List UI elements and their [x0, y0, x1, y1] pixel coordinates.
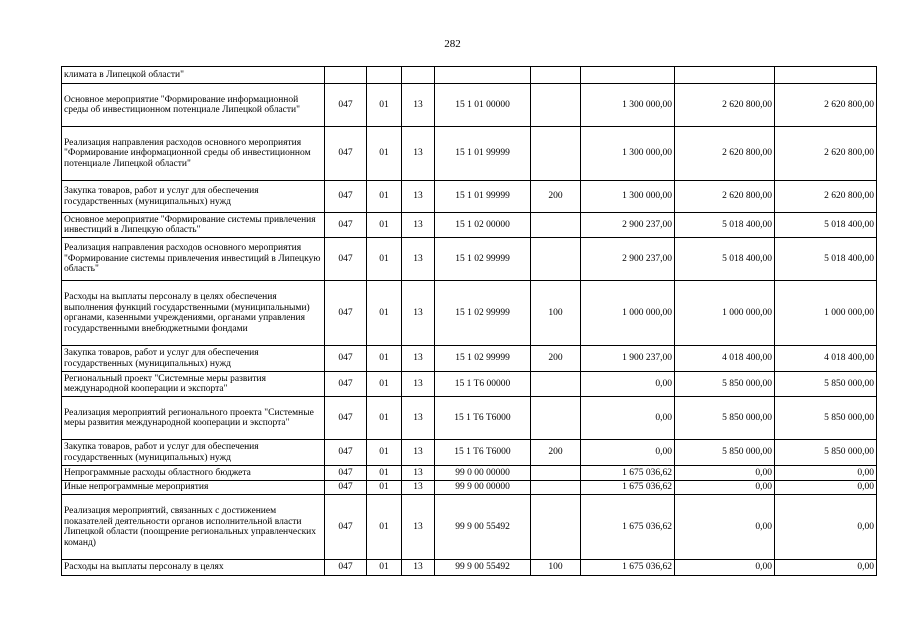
target-article-code: 15 1 01 99999	[435, 181, 531, 213]
amount-year-1: 0,00	[581, 440, 675, 466]
amount-year-2: 5 018 400,00	[675, 213, 775, 238]
row-name: Региональный проект "Системные меры развития международной кооперации и экспорта"	[62, 372, 325, 397]
subsection-code: 13	[402, 495, 435, 560]
section-code: 01	[367, 466, 402, 481]
subsection-code: 13	[402, 440, 435, 466]
section-code: 01	[367, 127, 402, 181]
row-name: Реализация мероприятий регионального проекта "Системные меры развития международной кооперации и экспорта"	[62, 397, 325, 440]
section-code: 01	[367, 84, 402, 127]
table-row	[62, 466, 877, 481]
amount-year-1: 1 675 036,62	[581, 495, 675, 560]
amount-year-1: 1 675 036,62	[581, 560, 675, 576]
table-row	[62, 67, 877, 84]
row-name: Непрограммные расходы областного бюджета	[62, 466, 325, 481]
ministry-code: 047	[325, 181, 367, 213]
amount-year-3	[775, 67, 877, 84]
amount-year-3: 0,00	[775, 495, 877, 560]
row-name: Закупка товаров, работ и услуг для обеспечения государственных (муниципальных) нужд	[62, 440, 325, 466]
expense-type-code: 200	[531, 440, 581, 466]
subsection-code: 13	[402, 560, 435, 576]
amount-year-1	[581, 67, 675, 84]
subsection-code: 13	[402, 238, 435, 281]
table-row	[62, 440, 877, 466]
ministry-code: 047	[325, 346, 367, 372]
subsection-code: 13	[402, 281, 435, 346]
subsection-code: 13	[402, 213, 435, 238]
row-name: климата в Липецкой области"	[62, 67, 325, 84]
table-row	[62, 481, 877, 495]
subsection-code: 13	[402, 346, 435, 372]
target-article-code: 15 1 02 99999	[435, 281, 531, 346]
target-article-code: 15 1 02 99999	[435, 346, 531, 372]
table-row	[62, 372, 877, 397]
amount-year-3: 2 620 800,00	[775, 127, 877, 181]
amount-year-3: 2 620 800,00	[775, 181, 877, 213]
subsection-code: 13	[402, 466, 435, 481]
subsection-code	[402, 67, 435, 84]
amount-year-2: 0,00	[675, 560, 775, 576]
target-article-code: 15 1 02 99999	[435, 238, 531, 281]
section-code	[367, 67, 402, 84]
amount-year-3: 5 850 000,00	[775, 372, 877, 397]
amount-year-3: 0,00	[775, 466, 877, 481]
ministry-code: 047	[325, 127, 367, 181]
subsection-code: 13	[402, 397, 435, 440]
amount-year-2: 4 018 400,00	[675, 346, 775, 372]
section-code: 01	[367, 397, 402, 440]
amount-year-2: 5 850 000,00	[675, 397, 775, 440]
row-name: Закупка товаров, работ и услуг для обеспечения государственных (муниципальных) нужд	[62, 346, 325, 372]
expense-type-code	[531, 495, 581, 560]
amount-year-3: 0,00	[775, 560, 877, 576]
amount-year-1: 1 300 000,00	[581, 181, 675, 213]
expense-type-code	[531, 213, 581, 238]
ministry-code: 047	[325, 213, 367, 238]
amount-year-1: 0,00	[581, 397, 675, 440]
amount-year-1: 1 300 000,00	[581, 84, 675, 127]
amount-year-2: 2 620 800,00	[675, 84, 775, 127]
table-row	[62, 238, 877, 281]
table-row	[62, 213, 877, 238]
amount-year-3: 1 000 000,00	[775, 281, 877, 346]
target-article-code: 99 9 00 55492	[435, 560, 531, 576]
expense-type-code: 200	[531, 181, 581, 213]
target-article-code: 99 9 00 00000	[435, 481, 531, 495]
target-article-code: 15 1 02 00000	[435, 213, 531, 238]
amount-year-1: 1 900 237,00	[581, 346, 675, 372]
expense-type-code	[531, 127, 581, 181]
section-code: 01	[367, 372, 402, 397]
subsection-code: 13	[402, 84, 435, 127]
target-article-code: 15 1 T6 00000	[435, 372, 531, 397]
table-row	[62, 127, 877, 181]
amount-year-2: 0,00	[675, 495, 775, 560]
amount-year-2: 5 018 400,00	[675, 238, 775, 281]
section-code: 01	[367, 238, 402, 281]
amount-year-3: 0,00	[775, 481, 877, 495]
section-code: 01	[367, 495, 402, 560]
amount-year-2	[675, 67, 775, 84]
expense-type-code	[531, 238, 581, 281]
section-code: 01	[367, 440, 402, 466]
section-code: 01	[367, 213, 402, 238]
ministry-code: 047	[325, 440, 367, 466]
row-name: Основное мероприятие "Формирование информационной среды об инвестиционном потенциале Липецкой области"	[62, 84, 325, 127]
table-row	[62, 560, 877, 576]
amount-year-2: 0,00	[675, 466, 775, 481]
ministry-code: 047	[325, 281, 367, 346]
target-article-code: 99 9 00 55492	[435, 495, 531, 560]
amount-year-1: 1 675 036,62	[581, 481, 675, 495]
ministry-code: 047	[325, 481, 367, 495]
expense-type-code	[531, 481, 581, 495]
amount-year-2: 5 850 000,00	[675, 440, 775, 466]
section-code: 01	[367, 560, 402, 576]
amount-year-3: 5 018 400,00	[775, 238, 877, 281]
expense-type-code: 200	[531, 346, 581, 372]
ministry-code	[325, 67, 367, 84]
subsection-code: 13	[402, 372, 435, 397]
amount-year-3: 5 018 400,00	[775, 213, 877, 238]
ministry-code: 047	[325, 397, 367, 440]
row-name: Расходы на выплаты персоналу в целях	[62, 560, 325, 576]
target-article-code: 15 1 T6 T6000	[435, 397, 531, 440]
ministry-code: 047	[325, 495, 367, 560]
budget-table	[61, 66, 877, 576]
amount-year-1: 2 900 237,00	[581, 238, 675, 281]
target-article-code: 99 0 00 00000	[435, 466, 531, 481]
expense-type-code: 100	[531, 281, 581, 346]
ministry-code: 047	[325, 560, 367, 576]
row-name: Закупка товаров, работ и услуг для обеспечения государственных (муниципальных) нужд	[62, 181, 325, 213]
ministry-code: 047	[325, 84, 367, 127]
expense-type-code	[531, 397, 581, 440]
target-article-code: 15 1 T6 T6000	[435, 440, 531, 466]
amount-year-2: 0,00	[675, 481, 775, 495]
amount-year-1: 0,00	[581, 372, 675, 397]
subsection-code: 13	[402, 181, 435, 213]
ministry-code: 047	[325, 238, 367, 281]
amount-year-3: 5 850 000,00	[775, 397, 877, 440]
section-code: 01	[367, 481, 402, 495]
section-code: 01	[367, 181, 402, 213]
row-name: Основное мероприятие "Формирование системы привлечения инвестиций в Липецкую область"	[62, 213, 325, 238]
expense-type-code	[531, 466, 581, 481]
row-name: Реализация направления расходов основного мероприятия "Формирование информационной среды об инвестиционном потенциале Липецкой области"	[62, 127, 325, 181]
expense-type-code	[531, 84, 581, 127]
target-article-code: 15 1 01 00000	[435, 84, 531, 127]
row-name: Иные непрограммные мероприятия	[62, 481, 325, 495]
ministry-code: 047	[325, 372, 367, 397]
table-row	[62, 84, 877, 127]
amount-year-2: 2 620 800,00	[675, 127, 775, 181]
ministry-code: 047	[325, 466, 367, 481]
expense-type-code: 100	[531, 560, 581, 576]
table-row	[62, 281, 877, 346]
table-row	[62, 397, 877, 440]
amount-year-2: 5 850 000,00	[675, 372, 775, 397]
table-row	[62, 181, 877, 213]
amount-year-3: 5 850 000,00	[775, 440, 877, 466]
amount-year-1: 1 300 000,00	[581, 127, 675, 181]
page-number: 282	[444, 38, 461, 50]
target-article-code: 15 1 01 99999	[435, 127, 531, 181]
expense-type-code	[531, 67, 581, 84]
table-row	[62, 495, 877, 560]
subsection-code: 13	[402, 481, 435, 495]
amount-year-1: 1 675 036,62	[581, 466, 675, 481]
target-article-code	[435, 67, 531, 84]
row-name: Реализация мероприятий, связанных с достижением показателей деятельности органов исполнительной власти Липецкой области (поощрение региональных управленческих команд)	[62, 495, 325, 560]
section-code: 01	[367, 281, 402, 346]
row-name: Расходы на выплаты персоналу в целях обеспечения выполнения функций государственными (муниципальными) органами, казенными учреждениями, органами управления государственными внебюджетными фондами	[62, 281, 325, 346]
amount-year-3: 4 018 400,00	[775, 346, 877, 372]
section-code: 01	[367, 346, 402, 372]
amount-year-1: 2 900 237,00	[581, 213, 675, 238]
amount-year-1: 1 000 000,00	[581, 281, 675, 346]
amount-year-3: 2 620 800,00	[775, 84, 877, 127]
row-name: Реализация направления расходов основного мероприятия "Формирование системы привлечения инвестиций в Липецкую область"	[62, 238, 325, 281]
amount-year-2: 2 620 800,00	[675, 181, 775, 213]
budget-table-body	[62, 67, 877, 576]
subsection-code: 13	[402, 127, 435, 181]
table-row	[62, 346, 877, 372]
expense-type-code	[531, 372, 581, 397]
amount-year-2: 1 000 000,00	[675, 281, 775, 346]
